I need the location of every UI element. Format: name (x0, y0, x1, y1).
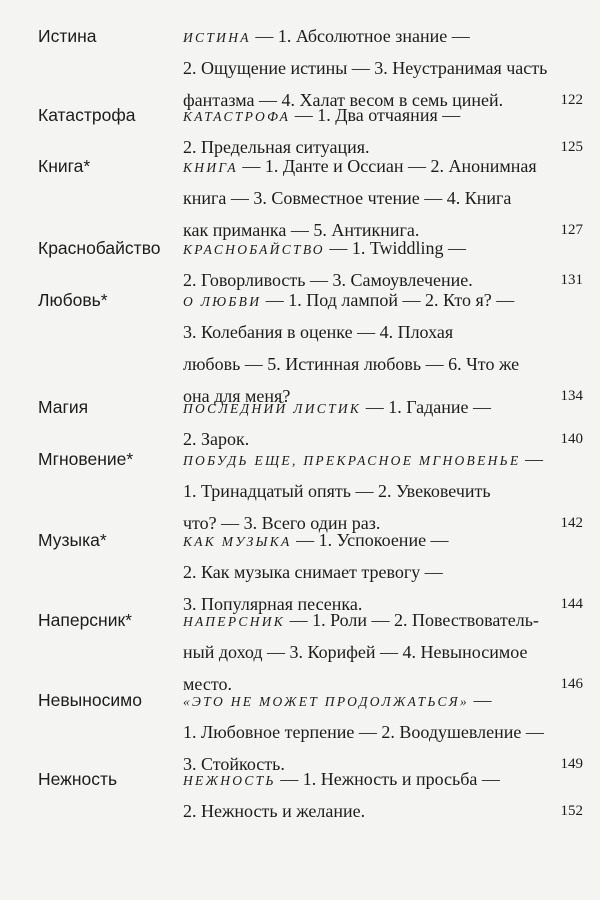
page-number: 122 (560, 92, 583, 108)
chapter-heading: «ЭТО НЕ МОЖЕТ ПРОДОЛЖАТЬСЯ» (183, 694, 469, 709)
description-line (183, 716, 583, 748)
line-text: 2. Зарок. (183, 429, 250, 449)
description-line (183, 475, 583, 507)
description-line (183, 316, 583, 348)
chapter-heading: НАПЕРСНИК (183, 614, 286, 629)
page-number: 146 (560, 676, 583, 692)
line-text: — 1. Успокоение — (291, 530, 449, 550)
line-text: фантазма — 4. Халат весом в семь циней. (183, 90, 504, 110)
entry-description (183, 763, 583, 827)
chapter-heading: НЕЖНОСТЬ (183, 773, 276, 788)
entry-term: Книга* (38, 156, 91, 176)
chapter-heading: ИСТИНА (183, 30, 251, 45)
chapter-heading: КАТАСТРОФА (183, 109, 291, 124)
description-line (183, 556, 583, 588)
page-number: 144 (560, 596, 583, 612)
line-text: — 1. Два отчаяния — (290, 105, 461, 125)
line-text: 2. Как музыка снимает тревогу — (183, 562, 443, 582)
line-text: место. (183, 674, 232, 694)
page-number: 152 (560, 803, 583, 819)
description-line (183, 150, 583, 182)
page-number: 127 (560, 222, 583, 238)
chapter-heading: ПОБУДЬ ЕЩЕ, ПРЕКРАСНОЕ МГНОВЕНЬЕ (183, 453, 521, 468)
entry-term: Нежность (38, 769, 118, 789)
chapter-heading: КАК МУЗЫКА (183, 534, 292, 549)
description-line (183, 99, 583, 131)
description-line (183, 636, 583, 668)
line-text: 2. Ощущение истины — 3. Неустранимая часть (183, 58, 548, 78)
chapter-heading: ПОСЛЕДНИЙ ЛИСТИК (183, 401, 362, 416)
description-line (183, 763, 583, 795)
line-text: — 1. Гадание — (361, 397, 492, 417)
line-text: книга — 3. Совместное чтение — 4. Книга (183, 188, 512, 208)
entry-term: Наперсник* (38, 610, 132, 630)
page-number: 131 (560, 272, 583, 288)
entry-term: Музыка* (38, 530, 107, 550)
description-line (183, 391, 583, 423)
line-text: — 1. Роли — 2. Повествователь- (285, 610, 539, 630)
entry-term: Любовь* (38, 290, 108, 310)
line-text: ный доход — 3. Корифей — 4. Невыносимое (183, 642, 528, 662)
description-line (183, 443, 583, 475)
line-text: как приманка — 5. Антикнига. (183, 220, 420, 240)
line-text: — 1. Twiddling — (324, 238, 467, 258)
description-line (183, 52, 583, 84)
chapter-heading: О ЛЮБВИ (183, 294, 262, 309)
line-text: 1. Любовное терпение — 2. Воодушевление — (183, 722, 544, 742)
line-text: — (520, 449, 543, 469)
chapter-heading: КНИГА (183, 160, 238, 175)
line-text: — 1. Данте и Оссиан — 2. Анонимная (237, 156, 537, 176)
line-text: 3. Стойкость. (183, 754, 285, 774)
line-text: 2. Нежность и желание. (183, 801, 366, 821)
line-text: — 1. Под лампой — 2. Кто я? — (261, 290, 515, 310)
line-text: 3. Колебания в оценке — 4. Плохая (183, 322, 454, 342)
page-number: 140 (560, 431, 583, 447)
description-line (183, 284, 583, 316)
description-line (183, 604, 583, 636)
description-line (183, 20, 583, 52)
entry-term: Истина (38, 26, 97, 46)
description-line (183, 795, 583, 827)
entry-term: Краснобайство (38, 238, 161, 258)
entry-term: Невыносимо (38, 690, 142, 710)
line-text: 2. Предельная ситуация. (183, 137, 370, 157)
description-line (183, 182, 583, 214)
entry-term: Мгновение* (38, 449, 134, 469)
description-line (183, 232, 583, 264)
line-text: — (468, 690, 492, 710)
description-line (183, 348, 583, 380)
page-number: 142 (560, 515, 583, 531)
line-text: — 1. Абсолютное знание — (250, 26, 470, 46)
line-text: 1. Тринадцатый опять — 2. Увековечить (183, 481, 491, 501)
line-text: она для меня? (183, 386, 291, 406)
line-text: любовь — 5. Истинная любовь — 6. Что же (183, 354, 520, 374)
chapter-heading: КРАСНОБАЙСТВО (183, 242, 325, 257)
line-text: 3. Популярная песенка. (183, 594, 363, 614)
description-line (183, 684, 583, 716)
line-text: 2. Говорливость — 3. Самоувлечение. (183, 270, 473, 290)
page-number: 149 (560, 756, 583, 772)
page-number: 134 (560, 388, 583, 404)
line-text: — 1. Нежность и просьба — (275, 769, 500, 789)
line-text: что? — 3. Всего один раз. (183, 513, 381, 533)
page-number: 125 (560, 139, 583, 155)
description-line (183, 524, 583, 556)
entry-term: Катастрофа (38, 105, 136, 125)
entry-term: Магия (38, 397, 89, 417)
